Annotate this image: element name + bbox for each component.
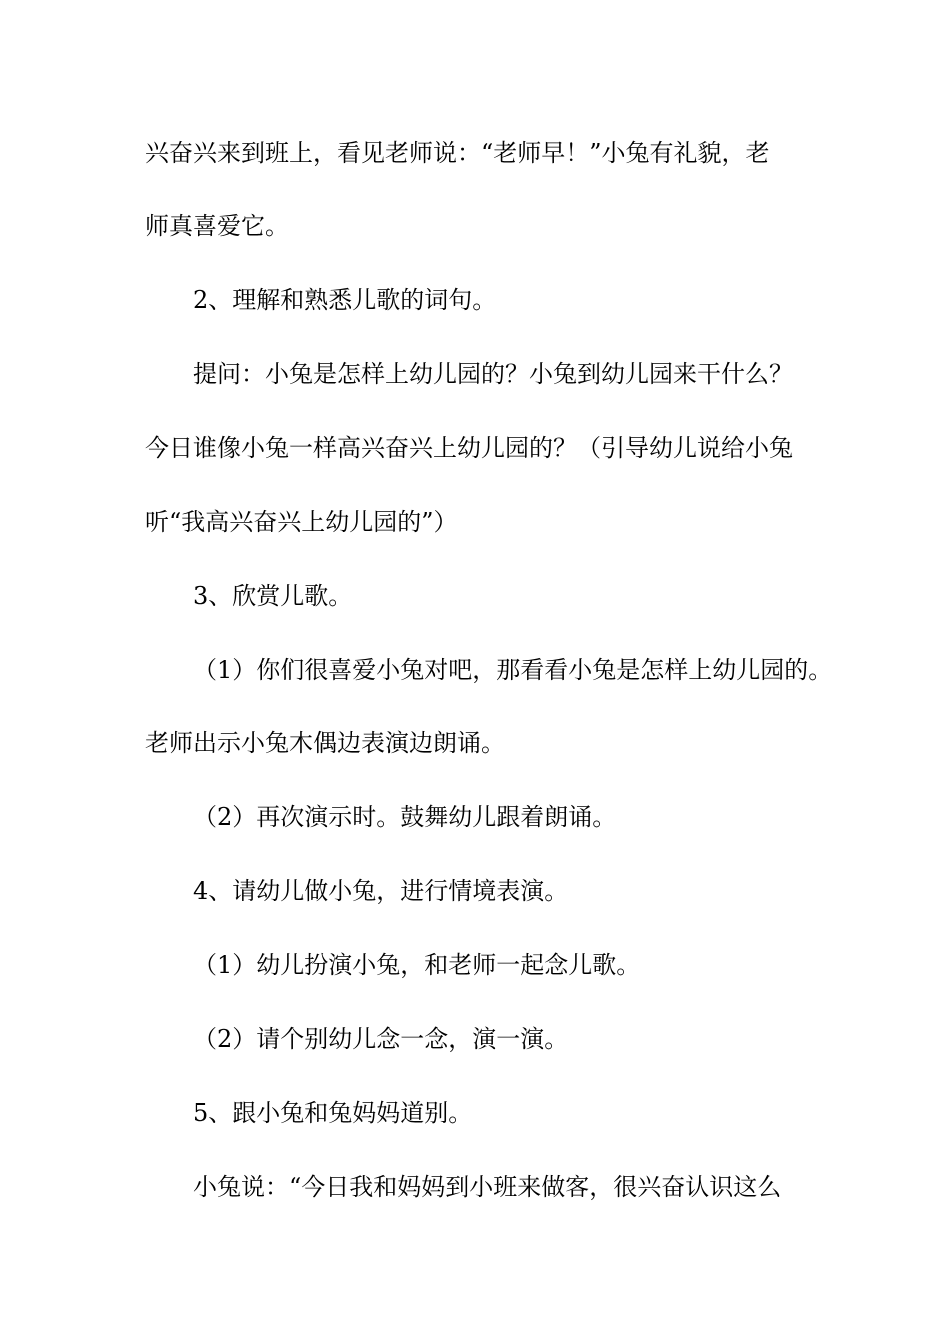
text-line: 今日谁像小兔一样高兴奋兴上幼儿园的？（引导幼儿说给小兔 [145,434,793,462]
text-line: （1）幼儿扮演小兔，和老师一起念儿歌。 [193,951,641,979]
text-line: 兴奋兴来到班上，看见老师说：“老师早！”小兔有礼貌，老 [145,139,770,167]
text-line: 听“我高兴奋兴上幼儿园的”） [145,508,458,536]
section-heading: 4、请幼儿做小兔，进行情境表演。 [193,877,569,905]
section-heading: 2、理解和熟悉儿歌的词句。 [193,286,497,314]
text-line: 小兔说：“今日我和妈妈到小班来做客，很兴奋认识这么 [193,1173,782,1201]
text-line: （1）你们很喜爱小兔对吧，那看看小兔是怎样上幼儿园的。 [193,656,833,684]
text-line: （2）请个别幼儿念一念，演一演。 [193,1025,569,1053]
section-heading: 5、跟小兔和兔妈妈道别。 [193,1099,473,1127]
text-line: 提问：小兔是怎样上幼儿园的？小兔到幼儿园来干什么？ [193,360,793,388]
text-line: 老师出示小兔木偶边表演边朗诵。 [145,729,505,757]
text-line: （2）再次演示时。鼓舞幼儿跟着朗诵。 [193,803,617,831]
section-heading: 3、欣赏儿歌。 [193,582,353,610]
text-line: 师真喜爱它。 [145,212,289,240]
